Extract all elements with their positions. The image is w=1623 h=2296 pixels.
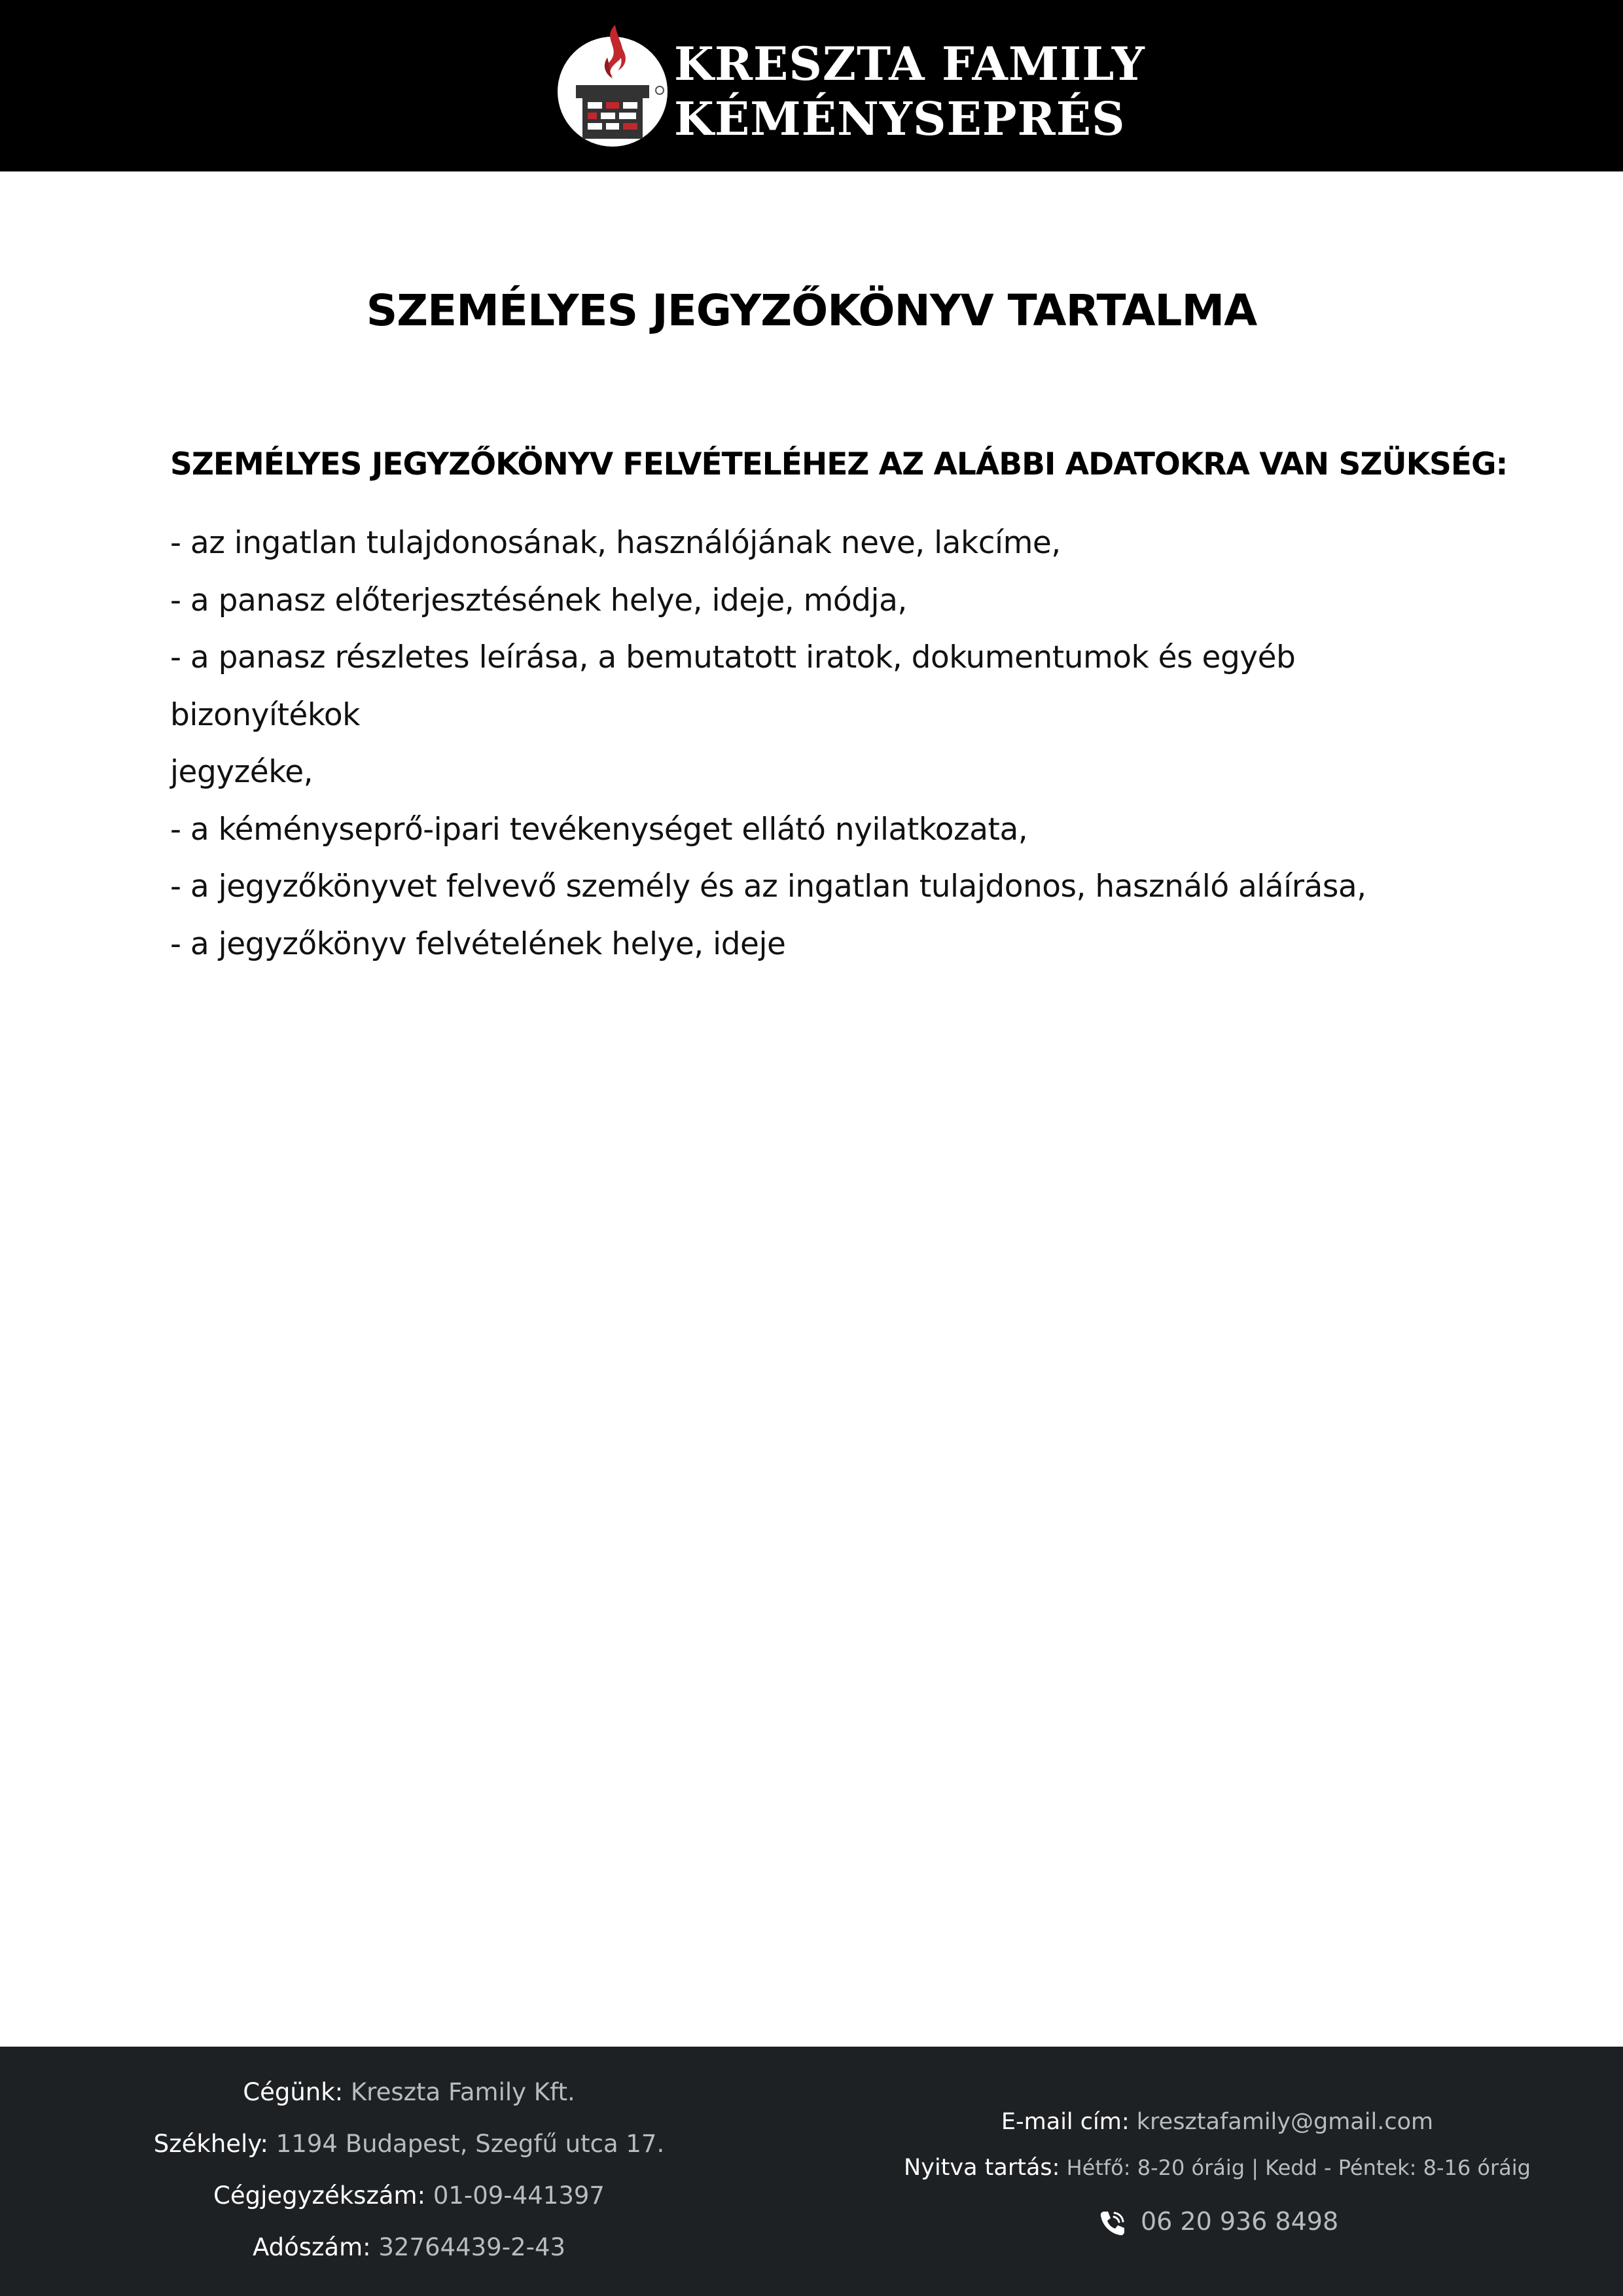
site-footer — [0, 2047, 1623, 2296]
list-item-continuation: jegyzéke, — [170, 754, 313, 790]
regno-label: Cégjegyzékszám: — [213, 2181, 426, 2210]
regno-value: 01-09-441397 — [433, 2181, 605, 2210]
brand-name[interactable] — [674, 37, 1145, 147]
hours-label: Nyitva tartás: — [904, 2155, 1060, 2181]
contact-info — [851, 2099, 1584, 2244]
chimney-flame-logo-icon[interactable] — [555, 20, 670, 151]
seat-label: Székhely: — [153, 2130, 269, 2158]
site-header — [0, 0, 1623, 171]
list-item: - a panasz előterjesztésének helye, ideje, módja, — [170, 582, 907, 619]
tax-value: 32764439-2-43 — [378, 2233, 566, 2261]
list-item: - a jegyzőkönyv felvételének helye, ideje — [170, 925, 786, 962]
email-link[interactable]: kresztafamily@gmail.com — [1136, 2109, 1434, 2135]
tax-label: Adószám: — [252, 2233, 371, 2261]
list-item: - az ingatlan tulajdonosának, használójának neve, lakcíme, — [170, 525, 1061, 561]
page-title: SZEMÉLYES JEGYZŐKÖNYV TARTALMA — [366, 285, 1257, 336]
list-item: - a jegyzőkönyvet felvevő személy és az ingatlan tulajdonos, használó aláírása, — [170, 869, 1366, 905]
brand-line-1: KRESZTA FAMILY — [674, 37, 1145, 91]
email-row — [851, 2099, 1584, 2145]
company-row — [92, 2066, 726, 2118]
list-item: - a panasz részletes leírása, a bemutatott iratok, dokumentumok és egyéb bizonyítékok — [170, 639, 1296, 733]
seat-value: 1194 Budapest, Szegfű utca 17. — [276, 2130, 665, 2158]
phone-row[interactable] — [851, 2198, 1584, 2244]
phone-icon — [1096, 2208, 1128, 2239]
email-label: E-mail cím: — [1001, 2109, 1130, 2135]
seat-row — [92, 2118, 726, 2170]
hours-value: Hétfő: 8-20 óráig | Kedd - Péntek: 8-16 óráig — [1066, 2155, 1531, 2180]
company-info — [92, 2066, 726, 2273]
company-value: Kreszta Family Kft. — [350, 2078, 575, 2106]
section-heading: SZEMÉLYES JEGYZŐKÖNYV FELVÉTELÉHEZ AZ ALÁBBI ADATOKRA VAN SZÜKSÉG: — [170, 446, 1508, 482]
requirements-list — [170, 514, 1453, 973]
hours-row — [851, 2145, 1584, 2191]
phone-link[interactable]: 06 20 936 8498 — [1140, 2207, 1339, 2236]
brand-line-2: KÉMÉNYSEPRÉS — [674, 92, 1126, 146]
list-item: - a kéményseprő-ipari tevékenységet ellátó nyilatkozata, — [170, 811, 1028, 848]
company-label: Cégünk: — [243, 2078, 344, 2106]
tax-row — [92, 2221, 726, 2273]
regno-row — [92, 2170, 726, 2221]
